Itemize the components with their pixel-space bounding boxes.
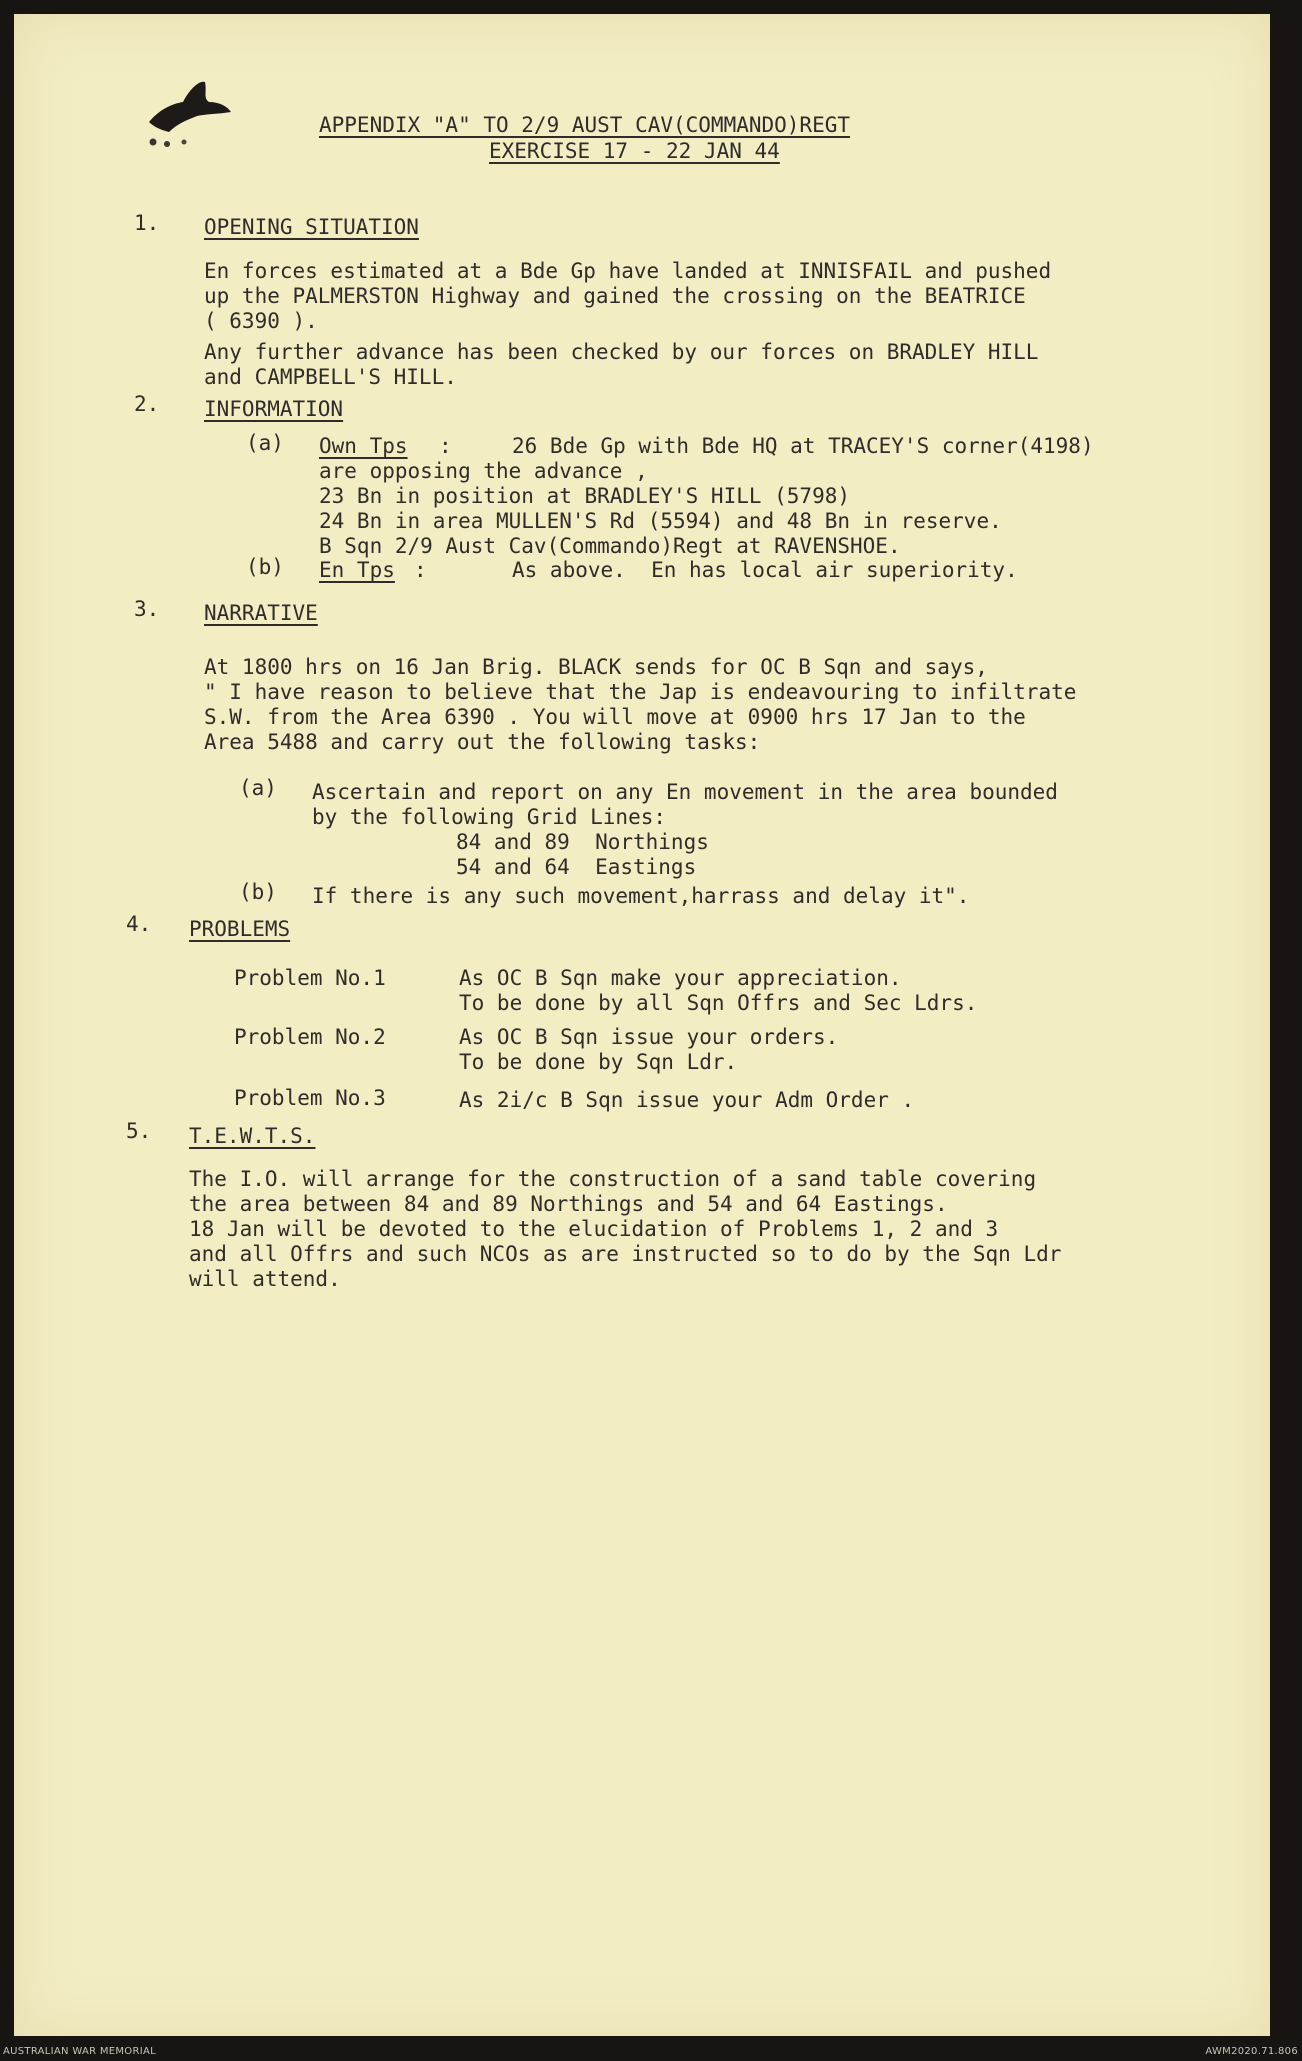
sec3-b-text: If there is any such movement,harrass and delay it". bbox=[312, 884, 970, 908]
sec2-a-line2: are opposing the advance , bbox=[319, 459, 648, 483]
problem-1-line1: As OC B Sqn make your appreciation. bbox=[459, 966, 902, 990]
exercise-subtitle: EXERCISE 17 - 22 JAN 44 bbox=[489, 139, 780, 163]
section-3-heading: NARRATIVE bbox=[204, 601, 318, 625]
sec1-para1-line3: ( 6390 ). bbox=[204, 309, 318, 333]
sec5-line2: the area between 84 and 89 Northings and 54 and 64 Eastings. bbox=[189, 1192, 948, 1216]
section-2-heading: INFORMATION bbox=[204, 397, 344, 421]
section-4-heading: PROBLEMS bbox=[189, 917, 291, 941]
sec2-a-line3: 23 Bn in position at BRADLEY'S HILL (5798) bbox=[319, 484, 851, 508]
sec2-b-text: As above. En has local air superiority. bbox=[512, 558, 1018, 582]
archive-footer-left: AUSTRALIAN WAR MEMORIAL bbox=[3, 2046, 156, 2057]
sec3-line1: At 1800 hrs on 16 Jan Brig. BLACK sends for OC B Sqn and says, bbox=[204, 655, 988, 679]
sec5-line4: and all Offrs and such NCOs as are instructed so to do by the Sqn Ldr bbox=[189, 1242, 1062, 1266]
sec2-en-tps-key: En Tps bbox=[319, 558, 395, 582]
sec3-a-line3: 84 and 89 Northings bbox=[456, 830, 709, 854]
sec5-line3: 18 Jan will be devoted to the elucidation of Problems 1, 2 and 3 bbox=[189, 1217, 999, 1241]
sec2-b-colon: : bbox=[414, 558, 427, 582]
sec5-line1: The I.O. will arrange for the construction of a sand table covering bbox=[189, 1167, 1037, 1191]
sec3-a-label: (a) bbox=[239, 776, 277, 800]
sec2-a-line1: 26 Bde Gp with Bde HQ at TRACEY'S corner(4198) bbox=[512, 434, 1094, 458]
section-1-number: 1. bbox=[134, 211, 160, 235]
section-1-heading: OPENING SITUATION bbox=[204, 215, 419, 239]
document-title: APPENDIX "A" TO 2/9 AUST CAV(COMMANDO)REGT bbox=[319, 113, 851, 137]
sec2-a-line5: B Sqn 2/9 Aust Cav(Commando)Regt at RAVENSHOE. bbox=[319, 534, 901, 558]
problem-1-line2: To be done by all Sqn Offrs and Sec Ldrs. bbox=[459, 991, 978, 1015]
sec1-para2-line2: and CAMPBELL'S HILL. bbox=[204, 365, 457, 389]
sec2-a-label: (a) bbox=[246, 431, 284, 455]
sec3-a-line4: 54 and 64 Eastings bbox=[456, 855, 697, 879]
problem-2-line1: As OC B Sqn issue your orders. bbox=[459, 1025, 839, 1049]
sec3-a-line2: by the following Grid Lines: bbox=[312, 805, 667, 829]
problem-3-line1: As 2i/c B Sqn issue your Adm Order . bbox=[459, 1088, 915, 1112]
sec3-line3: S.W. from the Area 6390 . You will move at 0900 hrs 17 Jan to the bbox=[204, 705, 1026, 729]
section-5-heading: T.E.W.T.S. bbox=[189, 1124, 316, 1148]
problem-1-label: Problem No.1 bbox=[234, 966, 386, 990]
document-page bbox=[14, 14, 1270, 2036]
sec3-a-line1: Ascertain and report on any En movement in the area bounded bbox=[312, 780, 1058, 804]
sec1-para1-line1: En forces estimated at a Bde Gp have landed at INNISFAIL and pushed bbox=[204, 259, 1052, 283]
sec2-a-line4: 24 Bn in area MULLEN'S Rd (5594) and 48 Bn in reserve. bbox=[319, 509, 1002, 533]
sec1-para1-line2: up the PALMERSTON Highway and gained the crossing on the BEATRICE bbox=[204, 284, 1026, 308]
sec5-line5: will attend. bbox=[189, 1267, 341, 1291]
section-3-number: 3. bbox=[134, 597, 160, 621]
sec3-line2: " I have reason to believe that the Jap is endeavouring to infiltrate bbox=[204, 680, 1077, 704]
sec2-b-label: (b) bbox=[246, 555, 284, 579]
sec2-own-tps-key: Own Tps bbox=[319, 434, 408, 458]
ink-blot bbox=[139, 72, 234, 157]
problem-2-label: Problem No.2 bbox=[234, 1025, 386, 1049]
archive-footer-right: AWM2020.71.806 bbox=[1205, 2046, 1298, 2057]
sec3-b-label: (b) bbox=[239, 880, 277, 904]
section-4-number: 4. bbox=[126, 912, 152, 936]
sec2-a-colon: : bbox=[439, 434, 452, 458]
section-5-number: 5. bbox=[126, 1119, 152, 1143]
problem-3-label: Problem No.3 bbox=[234, 1086, 386, 1110]
section-2-number: 2. bbox=[134, 392, 160, 416]
sec3-line4: Area 5488 and carry out the following tasks: bbox=[204, 730, 761, 754]
problem-2-line2: To be done by Sqn Ldr. bbox=[459, 1050, 738, 1074]
sec1-para2-line1: Any further advance has been checked by our forces on BRADLEY HILL bbox=[204, 340, 1039, 364]
